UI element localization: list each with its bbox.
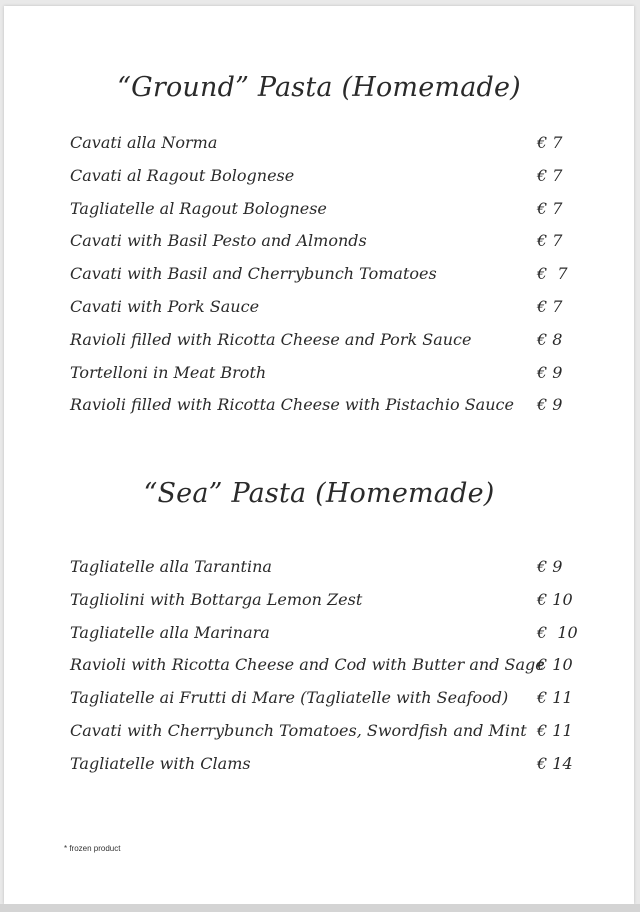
dish-price: € 11 xyxy=(537,688,573,708)
dish-name: Tagliatelle al Ragout Bolognese xyxy=(70,198,327,218)
menu-item xyxy=(70,225,590,258)
dish-name: Ravioli filled with Ricotta Cheese and Pork Sauce xyxy=(70,329,472,349)
dish-name: Cavati with Basil and Cherrybunch Tomatoes xyxy=(70,264,437,284)
dish-name: Tagliatelle alla Tarantina xyxy=(70,557,272,576)
page-bottom-edge xyxy=(0,904,640,912)
dish-name: Cavati with Pork Sauce xyxy=(70,296,260,316)
dish-name: Tagliatelle alla Marinara xyxy=(70,622,270,642)
menu-item xyxy=(70,357,590,390)
dish-price: € 7 xyxy=(537,296,563,316)
dish-price: € 11 xyxy=(537,720,573,740)
menu-item xyxy=(70,715,590,748)
menu-item xyxy=(70,682,590,715)
section-title-ground-pasta: “Ground” Pasta (Homemade) xyxy=(117,72,521,103)
section-title-sea-pasta: “Sea” Pasta (Homemade) xyxy=(143,478,495,509)
dish-name: Tagliatelle with Clams xyxy=(70,753,251,773)
dish-price: € 14 xyxy=(537,753,573,773)
dish-price: € 9 xyxy=(537,557,563,576)
dish-name: Tortelloni in Meat Broth xyxy=(70,362,267,382)
dish-price: € 10 xyxy=(537,589,573,609)
sea-pasta-list xyxy=(70,551,590,781)
menu-item xyxy=(70,193,590,226)
dish-name: Ravioli with Ricotta Cheese and Cod with Butter and Sage xyxy=(70,655,545,675)
dish-name: Tagliolini with Bottarga Lemon Zest xyxy=(70,589,363,609)
menu-item xyxy=(70,584,590,617)
menu-item xyxy=(70,160,590,193)
dish-price: € 9 xyxy=(537,362,563,382)
dish-price: € 8 xyxy=(537,329,563,349)
menu-item xyxy=(70,127,590,160)
dish-name: Cavati al Ragout Bolognese xyxy=(70,165,295,185)
menu-item xyxy=(70,748,590,781)
menu-item xyxy=(70,291,590,324)
menu-item xyxy=(70,389,590,422)
dish-name: Cavati with Cherrybunch Tomatoes, Swordfish and Mint xyxy=(70,720,527,740)
dish-name: Cavati alla Norma xyxy=(70,133,218,152)
dish-price: € 7 xyxy=(537,198,563,218)
menu-item xyxy=(70,324,590,357)
menu-item xyxy=(70,258,590,291)
dish-name: Ravioli filled with Ricotta Cheese with Pistachio Sauce xyxy=(70,395,514,415)
dish-price: € 7 xyxy=(537,231,563,251)
footnote: * frozen product xyxy=(64,844,121,853)
ground-pasta-list xyxy=(70,127,590,422)
dish-name: Cavati with Basil Pesto and Almonds xyxy=(70,231,367,251)
dish-price: € 9 xyxy=(537,395,563,415)
menu-item xyxy=(70,551,590,584)
dish-price: € 10 xyxy=(537,655,573,675)
dish-price: € 7 xyxy=(537,165,563,185)
dish-price: € 7 xyxy=(537,264,568,284)
menu-item xyxy=(70,617,590,650)
menu-page xyxy=(4,6,634,904)
menu-item xyxy=(70,649,590,682)
dish-name: Tagliatelle ai Frutti di Mare (Tagliatelle with Seafood) xyxy=(70,688,509,708)
dish-price: € 7 xyxy=(537,133,563,152)
dish-price: € 10 xyxy=(537,622,578,642)
